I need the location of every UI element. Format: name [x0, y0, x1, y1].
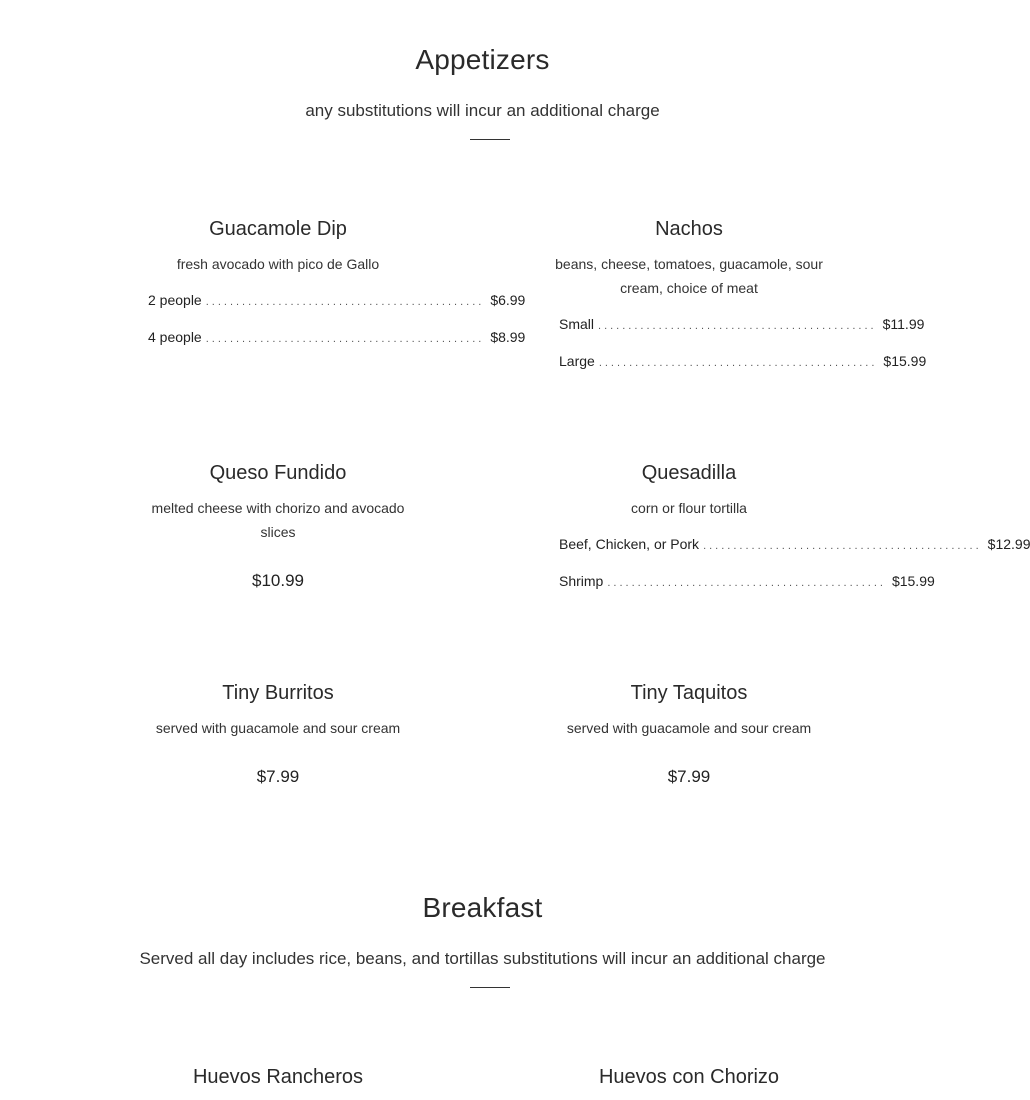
- item-name: Tiny Taquitos: [630, 682, 748, 704]
- dot-leader: ..............................................: [205, 296, 485, 308]
- appetizers-title: Appetizers: [415, 44, 550, 75]
- dot-leader: ..............................................: [703, 540, 982, 552]
- item-name: Huevos con Chorizo: [598, 1066, 780, 1088]
- item-description: served with guacamole and sour cream: [155, 720, 401, 736]
- breakfast-divider: [470, 987, 510, 988]
- price-list: [559, 534, 1030, 608]
- price-row: [559, 534, 1030, 571]
- item-name: Quesadilla: [641, 462, 737, 484]
- price-label: Small: [559, 316, 595, 332]
- item-price: $7.99: [667, 767, 711, 786]
- price-label: 4 people: [148, 329, 202, 345]
- item-name: Tiny Burritos: [222, 682, 334, 704]
- item-description: corn or flour tortilla: [631, 500, 747, 516]
- menu-item-guacamole-dip: [128, 216, 526, 364]
- price-value: $6.99: [490, 292, 526, 308]
- item-description: melted cheese with chorizo and avocado slices: [151, 500, 405, 540]
- price-row: [148, 290, 526, 327]
- menu-item-queso-fundido: [128, 460, 428, 592]
- menu-item-huevos-con-chorizo: [539, 1064, 839, 1090]
- item-name: Huevos Rancheros: [192, 1066, 364, 1088]
- dot-leader: ..............................................: [598, 320, 877, 332]
- item-price: $10.99: [252, 571, 304, 590]
- menu-item-quesadilla: [539, 460, 1030, 608]
- price-value: $11.99: [882, 316, 925, 332]
- menu-item-tiny-burritos: [128, 680, 428, 788]
- price-row: [559, 571, 935, 608]
- price-row: [559, 314, 925, 351]
- price-row: [148, 327, 526, 364]
- price-label: Shrimp: [559, 573, 604, 589]
- dot-leader: ..............................................: [598, 357, 878, 369]
- price-row: [559, 351, 927, 388]
- price-value: $12.99: [987, 536, 1030, 552]
- item-name: Nachos: [655, 218, 723, 240]
- appetizers-subtitle: any substitutions will incur an additional charge: [305, 101, 660, 120]
- menu-item-nachos: [539, 216, 927, 388]
- dot-leader: ..............................................: [205, 333, 485, 345]
- item-price: $7.99: [256, 767, 300, 786]
- price-value: $8.99: [490, 329, 526, 345]
- breakfast-subtitle: Served all day includes rice, beans, and tortillas substitutions will incur an additional charge: [139, 949, 826, 968]
- price-label: Beef, Chicken, or Pork: [559, 536, 700, 552]
- price-label: Large: [559, 353, 595, 369]
- price-label: 2 people: [148, 292, 202, 308]
- dot-leader: ..............................................: [607, 577, 886, 589]
- item-description: fresh avocado with pico de Gallo: [176, 256, 380, 272]
- menu-item-huevos-rancheros: [128, 1064, 428, 1090]
- price-list: [148, 290, 526, 364]
- appetizers-divider: [470, 139, 510, 140]
- item-name: Guacamole Dip: [209, 218, 347, 240]
- breakfast-title: Breakfast: [422, 892, 543, 923]
- item-description: beans, cheese, tomatoes, guacamole, sour cream, choice of meat: [555, 256, 823, 296]
- item-description: served with guacamole and sour cream: [566, 720, 812, 736]
- item-name: Queso Fundido: [209, 462, 347, 484]
- price-list: [559, 314, 927, 388]
- menu-item-tiny-taquitos: [539, 680, 839, 788]
- price-value: $15.99: [891, 573, 935, 589]
- price-value: $15.99: [883, 353, 927, 369]
